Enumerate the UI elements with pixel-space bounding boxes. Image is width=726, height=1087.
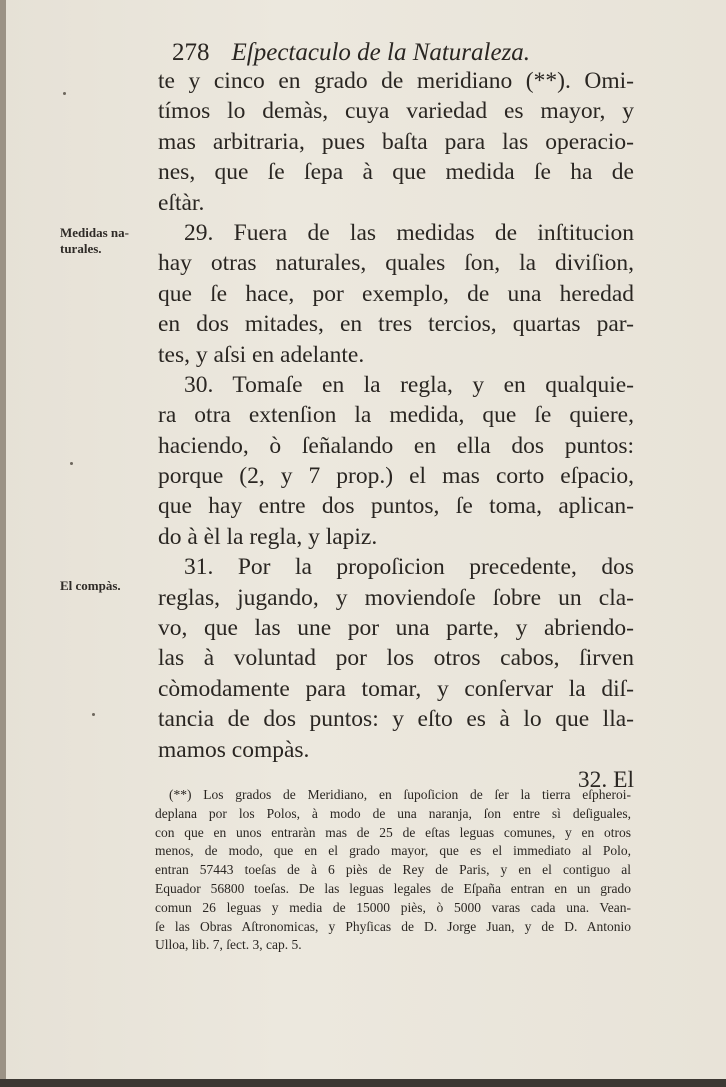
footnote-line: menos, de modo, que en el grado mayor, que es el immediato al Polo, — [155, 843, 631, 859]
footnote-line: Equador 56800 toeſas. De las leguas legales de Eſpaña entran en un grado — [155, 880, 631, 896]
text-line: nes, que ſe ſepa à que medida ſe ha de — [158, 159, 634, 186]
body-text — [158, 66, 634, 795]
margin-note-medidas — [60, 225, 129, 257]
text-line: mamos compàs. — [158, 736, 310, 763]
running-title: Eſpectaculo de la Naturaleza. — [231, 39, 531, 66]
ink-speck — [92, 713, 95, 716]
text-line: haciendo, ò ſeñalando en ella dos puntos: — [158, 432, 634, 459]
text-line: eſtàr. — [158, 189, 205, 216]
page-left-edge — [0, 0, 6, 1087]
text-line: tes, y aſsi en adelante. — [158, 341, 365, 368]
text-line: mas arbitraria, pues baſta para las operacio- — [158, 128, 634, 155]
margin-note-line: Medidas na- — [60, 225, 129, 240]
text-line: tancia de dos puntos: y eſto es à lo que lla- — [158, 706, 634, 733]
margin-note-compas — [60, 578, 121, 594]
text-line: que ſe hace, por exemplo, de una heredad — [158, 280, 634, 307]
text-line: tímos lo demàs, cuya variedad es mayor, y — [158, 98, 634, 125]
text-line: te y cinco en grado de meridiano (**). Omi- — [158, 68, 634, 94]
page-bottom-edge — [0, 1079, 726, 1087]
footnote-line: comun 26 leguas y media de 15000 piès, ò 5000 varas cada una. Vean- — [155, 899, 631, 915]
ink-speck — [63, 92, 66, 95]
text-line: las à voluntad por los otros cabos, ſirven — [158, 645, 634, 672]
footnote-line: ſe las Obras Aſtronomicas, y Phyſicas de D. Jorge Juan, y de D. Antonio — [155, 918, 631, 934]
text-line: vo, que las une por una parte, y abriendo- — [158, 615, 634, 642]
page-number: 278 — [172, 39, 210, 66]
text-line: còmodamente para tomar, y conſervar la diſ- — [158, 675, 634, 702]
footnote-line: deplana por los Polos, à modo de una naranja, ſon entre sì deſiguales, — [155, 805, 631, 821]
margin-note-line: turales. — [60, 241, 102, 256]
ink-speck — [70, 462, 73, 465]
text-line: en dos mitades, en tres tercios, quartas par- — [158, 311, 634, 338]
text-line: porque (2, y 7 prop.) el mas corto eſpacio, — [158, 463, 634, 490]
paragraph-31: 31. Por la propoſicion precedente, dos — [184, 554, 634, 581]
text-line: ra otra extenſion la medida, que ſe quiere, — [158, 402, 634, 429]
paragraph-29: 29. Fuera de las medidas de inſtitucion — [184, 219, 634, 246]
catchword: 32. El — [577, 766, 634, 793]
footnote — [155, 786, 631, 955]
footnote-line: entran 57443 toeſas de à 6 piès de Rey de Paris, y en el contiguo al — [155, 862, 631, 878]
footnote-line: con que en unos entraràn mas de 25 de eſtas leguas comunes, y en otros — [155, 824, 631, 840]
text-line: hay otras naturales, quales ſon, la diviſion, — [158, 250, 634, 277]
text-line: que hay entre dos puntos, ſe toma, aplican- — [158, 493, 634, 520]
text-line: reglas, jugando, y moviendoſe ſobre un cla- — [158, 584, 634, 611]
footnote-line: (**) Los grados de Meridiano, en ſupoſicion de ſer la tierra eſpheroi- — [169, 787, 631, 802]
text-line: do à èl la regla, y lapiz. — [158, 523, 378, 550]
margin-note-line: El compàs. — [60, 578, 121, 593]
footnote-line: Ulloa, lib. 7, ſect. 3, cap. 5. — [155, 937, 302, 953]
paragraph-30: 30. Tomaſe en la regla, y en qualquie- — [184, 371, 634, 398]
